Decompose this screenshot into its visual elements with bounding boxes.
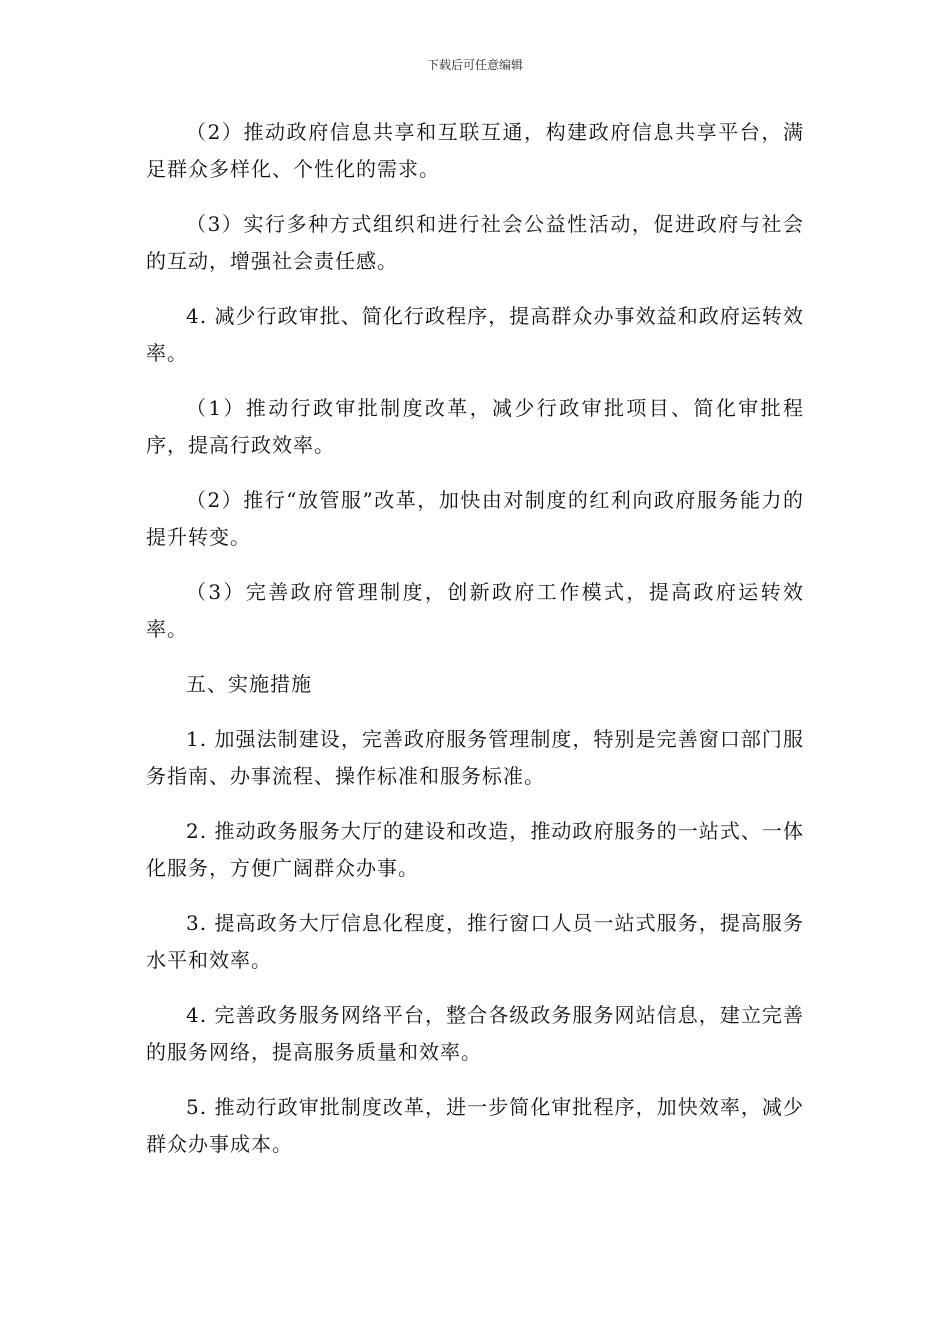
paragraph-item-1-approval-reform: （1）推动行政审批制度改革，减少行政审批项目、简化审批程序，提高行政效率。 xyxy=(146,396,804,457)
paragraph-measure-1: 1. 加强法制建设，完善政府服务管理制度，特别是完善窗口部门服务指南、办事流程、操作标准和服务标准。 xyxy=(146,727,804,788)
paragraph-measure-2: 2. 推动政务服务大厅的建设和改造，推动政府服务的一站式、一体化服务，方便广阔群众办事。 xyxy=(146,819,804,880)
paragraph-item-3-management-system: （3）完善政府管理制度，创新政府工作模式，提高政府运转效率。 xyxy=(146,580,804,641)
paragraph-measure-5: 5. 推动行政审批制度改革，进一步简化审批程序，加快效率，减少群众办事成本。 xyxy=(146,1095,804,1156)
paragraph-measure-4: 4. 完善政务服务网络平台，整合各级政务服务网站信息，建立完善的服务网络，提高服务质量和效率。 xyxy=(146,1003,804,1064)
paragraph-item-2-fangguanfu: （2）推行“放管服”改革，加快由对制度的红利向政府服务能力的提升转变。 xyxy=(146,488,804,549)
paragraph-item-2-info-sharing: （2）推动政府信息共享和互联互通，构建政府信息共享平台，满足群众多样化、个性化的需求。 xyxy=(146,120,804,181)
document-body xyxy=(146,114,804,1181)
paragraph-item-3-public-welfare: （3）实行多种方式组织和进行社会公益性活动，促进政府与社会的互动，增强社会责任感。 xyxy=(146,212,804,273)
page-header-note: 下载后可任意编辑 xyxy=(426,58,523,72)
paragraph-measure-3: 3. 提高政务大厅信息化程度，推行窗口人员一站式服务，提高服务水平和效率。 xyxy=(146,911,804,972)
section-heading-implementation: 五、实施措施 xyxy=(186,672,312,696)
paragraph-4-reduce-approval: 4. 减少行政审批、简化行政程序，提高群众办事效益和政府运转效率。 xyxy=(146,304,804,365)
